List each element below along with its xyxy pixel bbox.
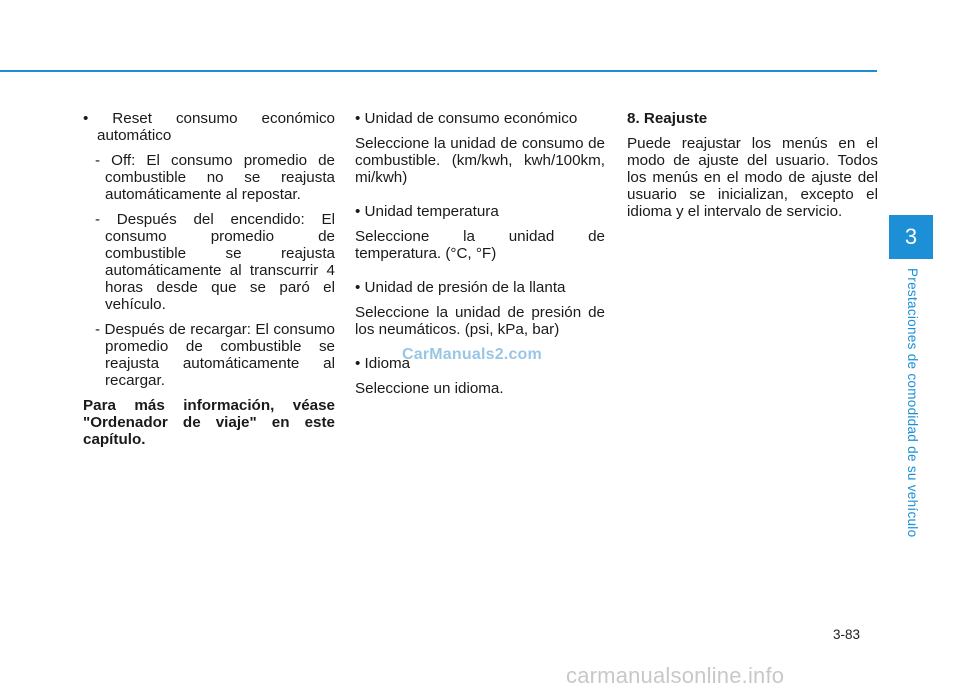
column-left: [83, 110, 335, 456]
bullet-unidad-consumo: • Unidad de consumo económico: [355, 110, 578, 127]
note-more-info: Para más información, véase "Ordenador de viaje" en este capítulo.: [83, 397, 335, 448]
option-despues-encendido: - Después del encendido: El consumo promedio de combustible se reajusta automáticamente al transcurrir 4 horas desde que se paró el vehículo.: [95, 211, 335, 313]
section-heading-reajuste: 8. Reajuste: [627, 110, 708, 127]
chapter-title: Prestaciones de comodidad de su vehículo: [905, 268, 920, 538]
text-unidad-consumo: Seleccione la unidad de consumo de combustible. (km/kwh, kwh/100km, mi/kwh): [355, 135, 605, 186]
column-right: [627, 110, 878, 228]
bullet-idioma: • Idioma: [355, 355, 411, 372]
bullet-unidad-temperatura: • Unidad temperatura: [355, 203, 499, 220]
page-number: 3-83: [833, 627, 861, 642]
bullet-reset-consumo: • Reset consumo económico automático: [83, 110, 335, 144]
option-despues-recargar: - Después de recargar: El consumo promedio de combustible se reajusta automáticamente al recargar.: [95, 321, 335, 389]
chapter-tab: 3: [889, 215, 933, 259]
text-unidad-presion: Seleccione la unidad de presión de los neumáticos. (psi, kPa, bar): [355, 304, 605, 338]
watermark-logo: CarManuals2.com: [402, 346, 542, 363]
text-idioma: Seleccione un idioma.: [355, 380, 504, 397]
header-rule: [0, 70, 877, 72]
text-unidad-temperatura: Seleccione la unidad de temperatura. (°C, °F): [355, 228, 605, 262]
text-reajuste: Puede reajustar los menús en el modo de ajuste del usuario. Todos los menús en el modo de ajuste del usuario se inicializan, excepto el idioma y el intervalo de servicio.: [627, 135, 878, 220]
footer-watermark: carmanualsonline.info: [566, 663, 785, 688]
option-off: - Off: El consumo promedio de combustible no se reajusta automáticamente al repostar.: [95, 152, 335, 203]
bullet-unidad-presion: • Unidad de presión de la llanta: [355, 279, 566, 296]
